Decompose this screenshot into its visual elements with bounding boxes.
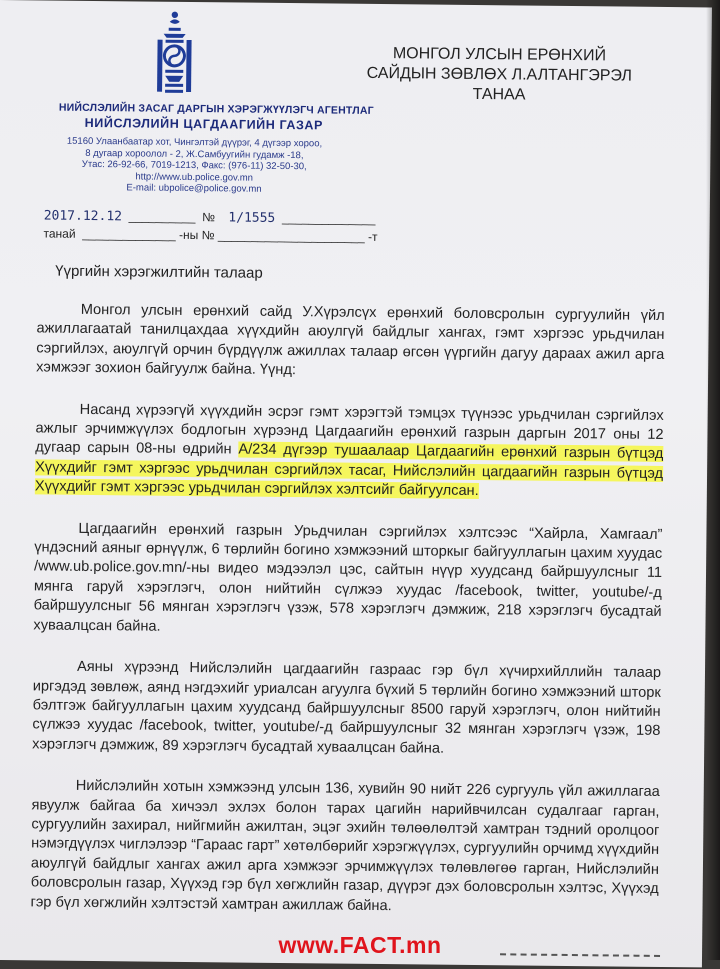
contact-address-2: 8 дугаар хороолол - 2, Ж.Самбуугийн гудамж -18,: [85, 147, 304, 161]
highlighted-text: А/234 дүгээр тушаалаар Цагдаагийн ерөнхий газрын бүтцэд Хүүхдийг гэмт хэргээс урьдчилан сэргийлэх тасаг, Нийслэлийн цагдаагийн газрын бүтцэд Хүүхдийг гэмт хэргээс урьдчилан сэргийлэх хэлтсийг байгуулсан.: [34, 441, 664, 500]
contact-block: [44, 135, 345, 196]
number-label: №: [202, 210, 216, 225]
paragraph-5: Нийслэлийн хотын хэмжээнд улсын 136, хувийн 90 нийт 226 сургууль үйл ажиллагаа явуулж байгаа ба хичээл эхлэх болон тарах цагийн нарийвчилсан судалгааг гарган, сургуулийн захирал, нийгмийн ажилтан, эцэг эхийн төлөөлөлтэй хамтран тэдний оролцоог нэмэгдүүлэх чиглэлээр “Гараас гарт” хөтөлбөрийг хэрэгжүүлэх, сургуулийн орчимд хүүхдийн аюулгүй байдлыг хангах ажил арга хэмжээг эрчимжүүлэх төлөвлөгөө гарган, Нийслэлийн боловсролын газар, Хүүхэд гэр бүл хөгжлийн газар, дүүрэг дэх боловсролын хэлтэс, Хүүхэд гэр бүл хөгжлийн хэлтэстэй хамтран ажиллаж байна.: [30, 777, 660, 914]
contact-address-1: 15160 Улаанбаатар хот, Чингэлтэй дүүрэг, 4 дүгээр хороо,: [66, 135, 323, 150]
date-number-row: 2017.12.12 __________ № 1/1555 ______________: [43, 208, 376, 226]
paragraph-2: [35, 400, 664, 504]
letter-number: 1/1555: [228, 210, 276, 226]
agency-parent-name: НИЙСЛЭЛИЙН ЗАСАГ ДАРГЫН ХЭРЭГЖҮҮЛЭГЧ АГЕНТЛАГ: [58, 101, 374, 117]
contact-email: E-mail: ubpolice@police.gov.mn: [126, 182, 262, 195]
letter-subject: Үүргийн хэрэгжилтийн талаар: [55, 262, 263, 282]
agency-name: НИЙСЛЭЛИЙН ЦАГДААГИЙН ГАЗАР: [84, 115, 324, 133]
page-edge-shadow: [706, 0, 720, 960]
ref-suffix: -т: [367, 229, 378, 244]
addressee-line-2: САЙДЫН ЗӨВЛӨХ Л.АЛТАНГЭРЭЛ: [366, 64, 632, 85]
contact-phone: Утас: 26-92-66, 7019-1213, Факс: (976-11) 32-50-30,: [81, 158, 307, 173]
watermark-url: www.FACT.mn: [278, 932, 442, 958]
addressee-block: [349, 44, 650, 107]
addressee-line-3: ТАНАА: [472, 85, 526, 104]
paragraph-4: Аяны хүрээнд Нийслэлийн цагдаагийн газраас гэр бүл хүчирхийллийн талаар иргэдэд зөвлөж, аянд нэгдэхийг уриалсан агуулга бүхий 5 төрлийн богино хэмжээний шторк бэлтгэж байгууллагын цахим хуудсанд байршуулсныг 8500 гаруй хэрэглэгч, олон нийтийн сүлжээ хуудас /facebook, twitter, youtube/-д байршуулсныг 32 мянган хэрэглэгч үзэж, 198 хэрэглэгч дэмжиж, 89 хэрэглэгч бусадтай хуваалцсан байна.: [32, 658, 662, 757]
ref-middle: -ны №: [178, 227, 215, 243]
contact-website: http://www.ub.police.gov.mn: [135, 170, 253, 184]
paragraph-1: Монгол улсын ерөнхий сайд У.Хүрэлсүх ерөнхий боловсролын сургуулийн үйл ажиллагаатай танилцахдаа хүүхдийн аюулгүй байдлыг хангах, гэмт хэргээс урьдчилан сэргийлэх, аюулгүй орчин бүрдүүлж ажиллах талаар өгсөн үүргийн дагуу дараах ажил арга хэмжээг зохион байгуулж байна. Үүнд:: [36, 301, 665, 379]
paragraph-2-text: Насанд хүрээгүй хүүхдийн эсрэг гэмт хэрэгтэй тэмцэх түүнээс урьдчилан сэргийлэх ажлыг эрчимжүүлэх бодлогын хүрээнд Цагдаагийн ерөнхий газрын даргын 2017 оны 12 дугаар сарын 08-ны өдрийн: [35, 401, 664, 458]
letter-body: [30, 300, 665, 941]
mongolia-state-emblem-icon: [149, 10, 200, 103]
ref-prefix: танай: [43, 226, 76, 241]
paragraph-3: Цагдаагийн ерөнхий газрын Урьдчилан сэргийлэх хэлтсээс “Хайрла, Хамгаал” үндэсний аяныг өрнүүлж, 6 төрлийн богино хэмжээний шторкыг байгууллагын цахим хуудас /www.ub.police.gov.mn/-ны видео мэдээлэл цэс, сайтын нүүр хуудсанд байршуулсныг 11 мянга гаруй хэрэглэгч, олон нийтийн сүлжээ хуудас /facebook, twitter, youtube/-д байршуулсныг 56 мянган хэрэглэгч үзэж, 578 хэрэглэгч дэмжиж, 218 хэрэглэгч бусадтай хуваалцсан байна.: [33, 520, 663, 635]
letter-date: 2017.12.12: [43, 208, 123, 225]
reference-row: танай ______________ -ны № ______________________ -т: [43, 226, 378, 244]
addressee-line-1: МОНГОЛ УЛСЫН ЕРӨНХИЙ: [392, 45, 607, 65]
